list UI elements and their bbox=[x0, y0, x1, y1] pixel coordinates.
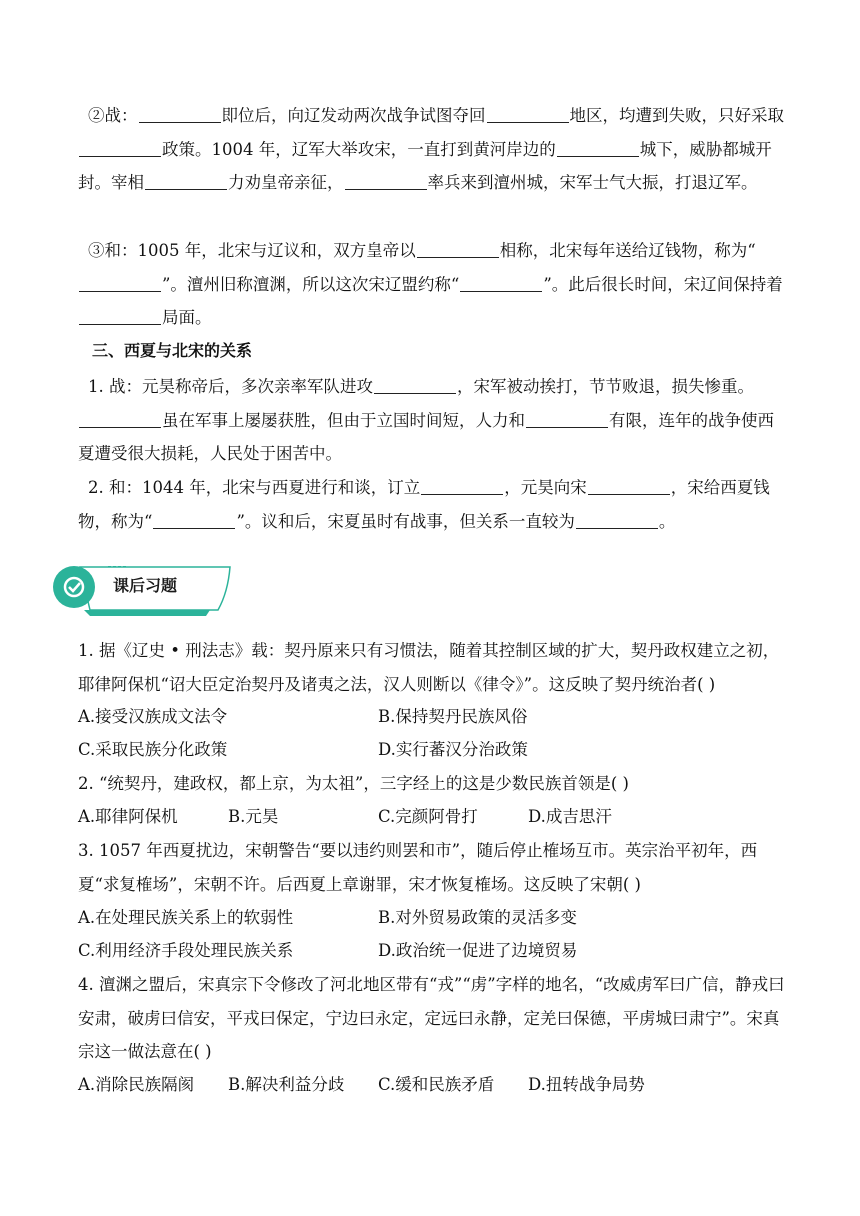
option-b[interactable]: B.保持契丹民族风俗 bbox=[378, 707, 528, 726]
paragraph-xixia-peace bbox=[78, 471, 784, 538]
fill-blank[interactable] bbox=[79, 308, 161, 326]
text: 率兵来到澶州城，宋军士气大振，打退辽军。 bbox=[427, 173, 758, 192]
fill-blank[interactable] bbox=[79, 274, 161, 292]
text: ”。澶州旧称澶渊，所以这次宋辽盟约称“ bbox=[162, 274, 460, 294]
text: 相称，北宋每年送给辽钱物，称为“ bbox=[499, 241, 756, 260]
text: 虽在军事上屡屡获胜，但由于立国时间短，人力和 bbox=[162, 410, 525, 430]
text: 1. 战：元昊称帝后，多次亲率军队进攻 bbox=[88, 377, 373, 396]
question-3-stem: 3. 1057 年西夏扰边，宋朝警告“要以违约则罢和市”，随后停止榷场互市。英宗治平初年，西夏“求复榷场”，宋朝不许。后西夏上章谢罪，宋才恢复榷场。这反映了宋朝( ) bbox=[78, 841, 758, 894]
fill-blank[interactable] bbox=[576, 511, 658, 529]
fill-blank[interactable] bbox=[145, 173, 227, 191]
option-d[interactable]: D.实行蕃汉分治政策 bbox=[378, 740, 528, 759]
option-d[interactable]: D.扭转战争局势 bbox=[528, 1075, 645, 1094]
paragraph-war bbox=[78, 99, 784, 200]
text: ”。议和后，宋夏虽时有战事，但关系一直较为 bbox=[236, 511, 575, 531]
option-a[interactable]: A.在处理民族关系上的软弱性 bbox=[78, 908, 294, 927]
text: 局面。 bbox=[162, 308, 212, 327]
text: 地区，均遭到失败，只好采取 bbox=[569, 106, 784, 125]
fill-blank[interactable] bbox=[421, 478, 503, 496]
text: 2. 和：1044 年，北宋与西夏进行和谈，订立 bbox=[88, 478, 421, 497]
text: ③和：1005 年，北宋与辽议和，双方皇帝以 bbox=[88, 241, 416, 260]
exercise-banner-label: 课后习题 bbox=[113, 576, 178, 595]
text: 城下，威胁都城开封。宰相 bbox=[78, 139, 772, 192]
fill-blank[interactable] bbox=[487, 106, 569, 124]
option-a[interactable]: A.耶律阿保机 bbox=[78, 807, 178, 826]
text: ”。此后很长时间，宋辽间保持着 bbox=[543, 274, 783, 294]
question-2-stem: 2. “统契丹，建政权，都上京，为太祖”，三字经上的这是少数民族首领是( ) bbox=[78, 774, 629, 793]
fill-blank[interactable] bbox=[557, 139, 639, 157]
text: 政策。1004 年，辽军大举攻宋，一直打到黄河岸边的 bbox=[162, 139, 556, 159]
text: ，宋给西夏钱物，称为“ bbox=[78, 478, 770, 531]
paragraph-peace bbox=[78, 234, 784, 335]
option-d[interactable]: D.成吉思汗 bbox=[528, 807, 612, 826]
text: ，宋军被动挨打，节节败退，损失惨重。 bbox=[457, 377, 754, 396]
option-b[interactable]: B.元昊 bbox=[228, 807, 279, 826]
fill-blank[interactable] bbox=[79, 410, 161, 428]
option-a[interactable]: A.消除民族隔阂 bbox=[78, 1075, 195, 1094]
section-heading: 三、西夏与北宋的关系 bbox=[92, 341, 253, 360]
fill-blank[interactable] bbox=[460, 274, 542, 292]
fill-blank[interactable] bbox=[139, 106, 221, 124]
fill-blank[interactable] bbox=[417, 241, 499, 259]
text: 有限，连年的战争使西夏遭受很大损耗，人民处于困苦中。 bbox=[78, 410, 774, 463]
fill-blank[interactable] bbox=[79, 139, 161, 157]
option-a[interactable]: A.接受汉族成文法令 bbox=[78, 707, 228, 726]
text: 力劝皇帝亲征， bbox=[228, 173, 344, 192]
option-b[interactable]: B.解决利益分歧 bbox=[228, 1075, 345, 1094]
fill-blank[interactable] bbox=[153, 511, 235, 529]
text: ②战： bbox=[88, 106, 138, 125]
fill-blank[interactable] bbox=[345, 173, 427, 191]
text: ，元昊向宋 bbox=[504, 478, 587, 497]
text: 即位后，向辽发动两次战争试图夺回 bbox=[221, 106, 486, 125]
question-1-stem: 1. 据《辽史 • 刑法志》载：契丹原来只有习惯法，随着其控制区域的扩大，契丹政权建立之初，耶律阿保机“诏大臣定治契丹及诸夷之法，汉人则断以《律令》”。这反映了契丹统治者( ) bbox=[78, 641, 780, 694]
option-c[interactable]: C.采取民族分化政策 bbox=[78, 740, 228, 759]
fill-blank[interactable] bbox=[526, 410, 608, 428]
option-c[interactable]: C.完颜阿骨打 bbox=[378, 807, 478, 826]
paragraph-xixia-war bbox=[78, 370, 784, 471]
option-c[interactable]: C.缓和民族矛盾 bbox=[378, 1075, 495, 1094]
fill-blank[interactable] bbox=[588, 478, 670, 496]
option-d[interactable]: D.政治统一促进了边境贸易 bbox=[378, 941, 578, 960]
question-4-stem: 4. 澶渊之盟后，宋真宗下令修改了河北地区带有“戎”“虏”字样的地名，“改威虏军曰广信，静戎曰安肃，破虏曰信安，平戎曰保定，宁边曰永定，定远曰永静，定羌曰保德，平虏城曰肃宁”。宋真宗这一做法意在( ) bbox=[78, 975, 785, 1061]
fill-blank[interactable] bbox=[374, 377, 456, 395]
option-c[interactable]: C.利用经济手段处理民族关系 bbox=[78, 941, 294, 960]
option-b[interactable]: B.对外贸易政策的灵活多变 bbox=[378, 908, 577, 927]
text: 。 bbox=[658, 511, 676, 531]
